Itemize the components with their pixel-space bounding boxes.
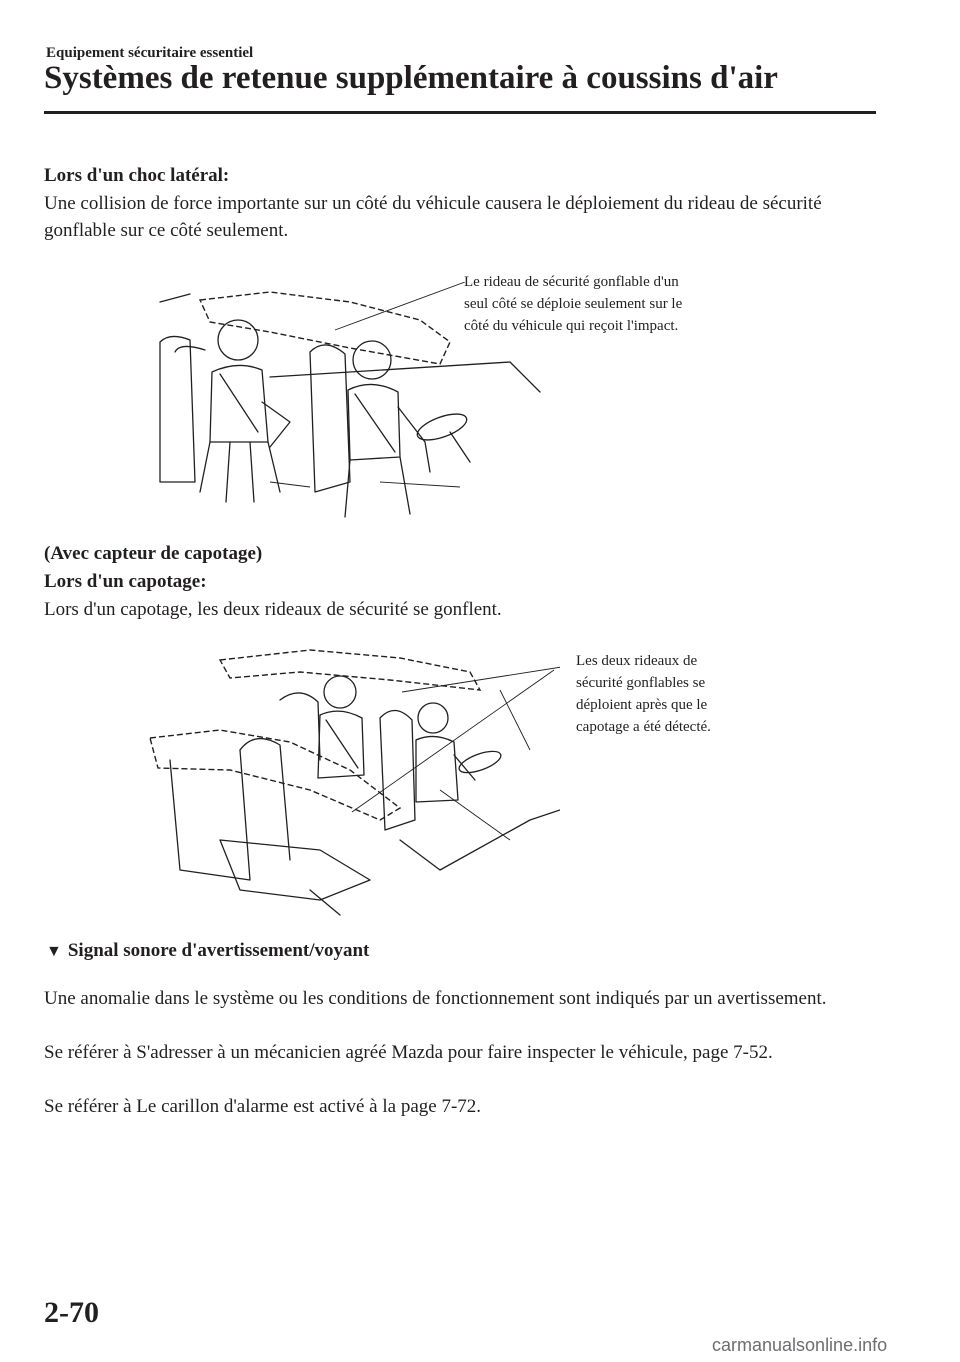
callout-line: Le rideau de sécurité gonflable d'un	[464, 274, 679, 290]
warning-heading-row	[46, 940, 369, 962]
page-number: 2-70	[44, 1296, 99, 1329]
rollover-text: Lors d'un capotage, les deux rideaux de sécurité se gonflent.	[44, 599, 502, 620]
callout-line: côté du véhicule qui reçoit l'impact.	[464, 318, 679, 334]
side-curtain-callout	[464, 271, 682, 337]
warning-paragraph-1: Une anomalie dans le système ou les conditions de fonctionnement sont indiqués par un avertissement.	[44, 988, 827, 1009]
page-title: Systèmes de retenue supplémentaire à coussins d'air	[44, 60, 778, 96]
side-impact-text: Une collision de force importante sur un côté du véhicule causera le déploiement du rideau de sécurité gonflable sur ce côté seulement.	[44, 193, 822, 241]
curtain-airbag-shape	[220, 650, 480, 690]
title-divider	[44, 111, 876, 114]
rollover-callout	[576, 650, 711, 738]
side-impact-heading: Lors d'un choc latéral:	[44, 165, 230, 186]
callout-line: seul côté se déploie seulement sur le	[464, 296, 683, 312]
watermark: carmanualsonline.info	[712, 1335, 888, 1355]
callout-line: sécurité gonflables se	[576, 675, 706, 691]
curtain-airbag-shape	[200, 292, 450, 364]
warning-paragraph-3: Se référer à Le carillon d'alarme est activé à la page 7-72.	[44, 1096, 482, 1117]
rollover-heading: Lors d'un capotage:	[44, 571, 207, 592]
callout-line: capotage a été détecté.	[576, 719, 711, 735]
rollover-curtains-illustration	[140, 640, 560, 920]
warning-heading: Signal sonore d'avertissement/voyant	[67, 940, 370, 961]
callout-line: Les deux rideaux de	[576, 653, 698, 669]
warning-paragraph-2: Se référer à S'adresser à un mécanicien agréé Mazda pour faire inspecter le véhicule, page 7-52.	[44, 1042, 773, 1063]
sensor-note: (Avec capteur de capotage)	[44, 543, 263, 564]
triangle-down-icon: ▼	[46, 943, 62, 960]
section-label: Equipement sécuritaire essentiel	[46, 45, 254, 61]
callout-line: déploient après que le	[576, 697, 708, 713]
